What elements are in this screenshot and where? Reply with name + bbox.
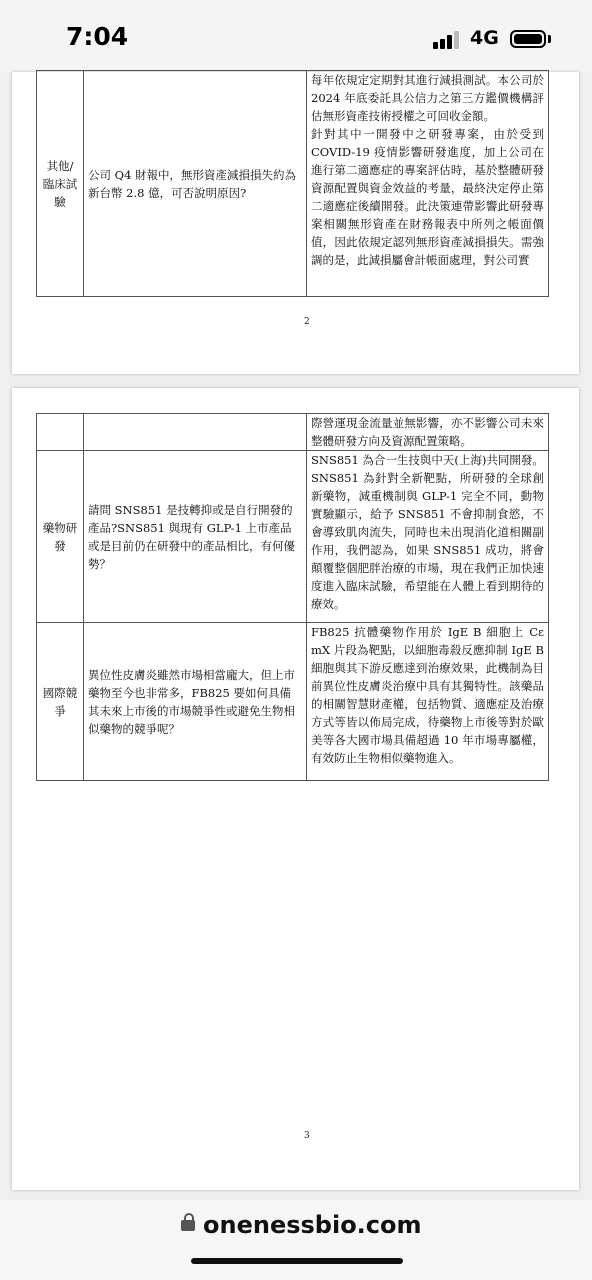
document-page-3	[12, 388, 579, 1190]
answer-paragraph: 際營運現金流量並無影響，亦不影響公司未來整體研發方向及資源配置策略。	[311, 416, 544, 448]
question-cell	[84, 414, 307, 451]
question-cell: 請問 SNS851 是技轉抑或是自行開發的產品?SNS851 與現有 GLP-1 上市產品或是目前仍在研發中的產品相比，有何優勢？	[84, 451, 307, 623]
category-cell: 其他/臨床試驗	[37, 71, 84, 297]
answer-paragraph: SNS851 為合一生技與中天(上海)共同開發。	[311, 453, 544, 467]
document-page-2	[12, 72, 579, 374]
cellular-signal-icon	[433, 31, 463, 49]
qa-table-page-3	[36, 413, 549, 781]
table-row	[37, 623, 549, 781]
battery-icon	[510, 30, 546, 48]
home-indicator[interactable]	[191, 1258, 403, 1264]
answer-paragraph: FB825 抗體藥物作用於 IgE B 細胞上 Cε mX 片段為靶點，以細胞毒殺反應抑制 IgE B 細胞與其下游反應達到治療效果，此機制為目前異位性皮膚炎治療中具有其獨特性。該藥品的相關智慧財產權，包括物質、適應症及治療方式等皆以佈局完成，待藥物上市後等對於歐美等各大國市場具備超過 10 年市場專屬權，有效防止生物相似藥物進入。	[311, 625, 544, 765]
clock: 7:04	[66, 22, 129, 51]
category-cell	[37, 414, 84, 451]
answer-cell	[307, 451, 549, 623]
qa-table-page-2	[36, 70, 549, 297]
table-row	[37, 414, 549, 451]
table-row	[37, 71, 549, 297]
question-cell: 公司 Q4 財報中，無形資產減損損失約為新台幣 2.8 億，可否說明原因?	[84, 71, 307, 297]
battery-tip	[548, 35, 551, 43]
url-text[interactable]: onenessbio.com	[203, 1211, 422, 1239]
lock-icon	[181, 1220, 195, 1231]
answer-paragraph: 每年依規定定期對其進行減損測試。本公司於 2024 年底委託具公信力之第三方鑑價機構評估無形資產技術授權之可回收金額。	[311, 73, 544, 123]
category-cell: 藥物研發	[37, 451, 84, 623]
answer-cell	[307, 71, 549, 297]
answer-cell	[307, 414, 549, 451]
page-number: 3	[304, 1131, 310, 1141]
status-bar	[0, 0, 592, 72]
answer-cell	[307, 623, 549, 781]
table-row	[37, 451, 549, 623]
category-cell: 國際競爭	[37, 623, 84, 781]
answer-paragraph: SNS851 為針對全新靶點，所研發的全球創新藥物，減重機制與 GLP-1 完全不同，動物實驗顯示，給予 SNS851 不會抑制食慾，不會導致肌肉流失，同時也未出現消化道相關副作用，我們認為，如果 SNS851 成功，將會顛覆整個肥胖治療的市場，現在我們正加快速度進入臨床試驗，希望能在人體上看到期待的療效。	[311, 471, 544, 611]
browser-address-bar[interactable]	[0, 1200, 592, 1280]
page-number: 2	[304, 317, 310, 327]
question-cell: 異位性皮膚炎雖然市場相當龐大，但上市藥物至今也非常多，FB825 要如何具備其未來上市後的市場競爭性或避免生物相似藥物的競爭呢？	[84, 623, 307, 781]
answer-paragraph: 針對其中一開發中之研發專案，由於受到 COVID-19 疫情影響研發進度，加上公司在進行第二適應症的專案評估時，基於整體研發資源配置與資金效益的考量，最終決定停止第二適應症後續開發。此決策連帶影響此研發專案相關無形資產在財務報表中所列之帳面價值，因此依規定認列無形資產減損損失。需強調的是，此減損屬會計帳面處理，對公司實	[311, 127, 544, 267]
network-type: 4G	[470, 27, 499, 49]
